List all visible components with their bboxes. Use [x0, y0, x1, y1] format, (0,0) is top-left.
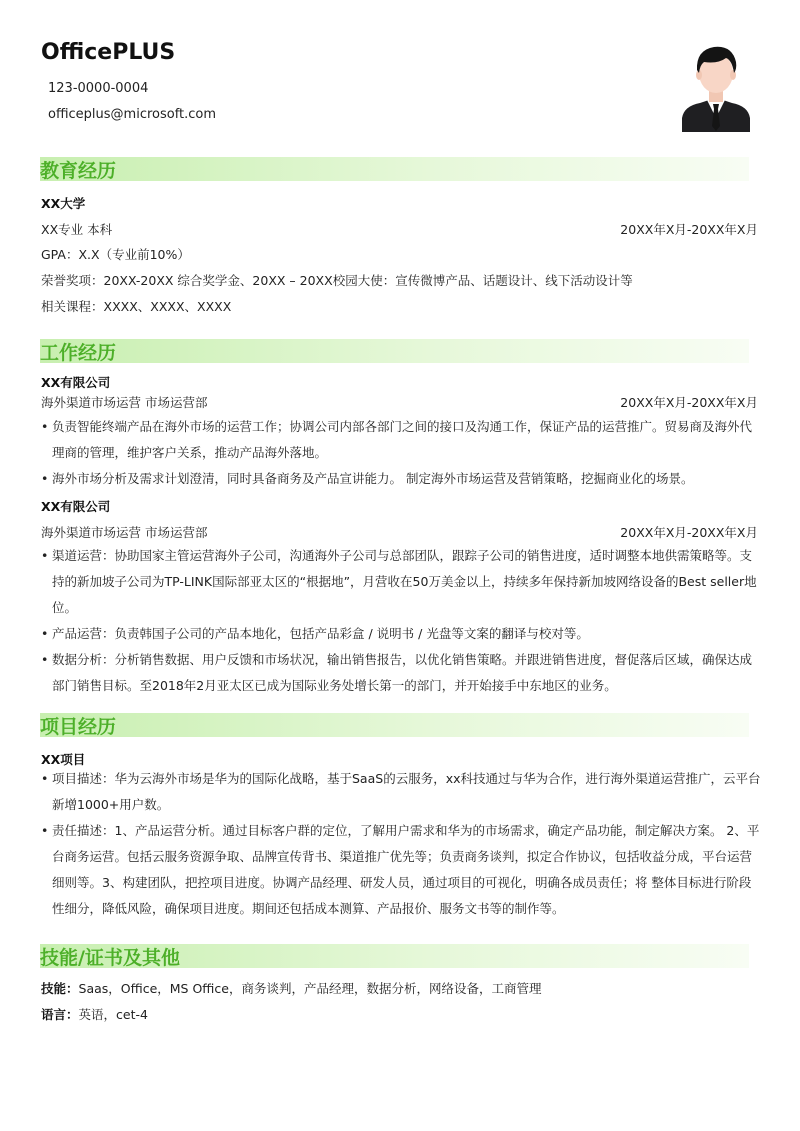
job-1-company: XX有限公司	[41, 375, 111, 390]
job-1-role: 海外渠道市场运营 市场运营部	[41, 395, 208, 410]
skills-row	[41, 979, 541, 997]
bullet-dot: •	[41, 823, 49, 838]
work-title: 工作经历	[40, 342, 117, 364]
education-date: 20XX年X月-20XX年X月	[620, 222, 758, 237]
major-degree: XX专业 本科	[41, 222, 113, 237]
education-section-header	[40, 157, 749, 181]
language-value: 英语，cet-4	[78, 1007, 148, 1022]
skills-section-header	[40, 944, 749, 968]
courses: 相关课程：XXXX、XXXX、XXXX	[41, 299, 232, 314]
bullet-dot: •	[41, 626, 49, 641]
bullet-dot: •	[41, 771, 49, 786]
job-1-date: 20XX年X月-20XX年X月	[620, 395, 758, 410]
project-title: 项目经历	[40, 716, 117, 738]
job-2-company: XX有限公司	[41, 499, 111, 514]
email-address: officeplus@microsoft.com	[48, 107, 217, 122]
job-1-bullet-1: • 负责智能终端产品在海外市场的运营工作；协调公司内部各部门之间的接口及沟通工作，保证产品的运营推广。贸易商及海外代理商的管理，维护客户关系，推动产品海外落地。	[41, 414, 761, 466]
bullet-dot: •	[41, 471, 49, 486]
school-name: XX大学	[41, 196, 86, 211]
candidate-name: OfficePLUS	[41, 40, 176, 65]
language-label: 语言：	[41, 1007, 79, 1022]
project-bullet-2: • 责任描述：1、产品运营分析。通过目标客户群的定位，了解用户需求和华为的市场需求，确定产品功能，制定解决方案。 2、平台商务运营。包括云服务资源争取、品牌宣传背书、渠道推广优先等；负责商务谈判，拟定合作协议，包括收益分成，平台运营细则等。3、构建团队，把控项目进度。协调产品经理、研发人员，通过项目的可视化，明确各成员责任；将 整体目标进行阶段性细分，降低风险，确保项目进度。期间还包括成本测算、产品报价、服务文书等的制作等。	[41, 818, 761, 922]
male-avatar-icon	[682, 40, 750, 132]
project-section-header	[40, 713, 749, 737]
gpa: GPA：X.X（专业前10%）	[41, 247, 190, 262]
job-1-bullet-2: • 海外市场分析及需求计划澄清，同时具备商务及产品宣讲能力。 制定海外市场运营及营销策略，挖掘商业化的场景。	[41, 466, 761, 492]
job-2-role: 海外渠道市场运营 市场运营部	[41, 525, 208, 540]
project-bullet-1: • 项目描述：华为云海外市场是华为的国际化战略，基于SaaS的云服务，xx科技通过与华为合作，进行海外渠道运营推广，云平台新增1000+用户数。	[41, 766, 761, 818]
honors: 荣誉奖项：20XX-20XX 综合奖学金、20XX – 20XX校园大使：宣传微博产品、话题设计、线下活动设计等	[41, 273, 633, 288]
phone-number: 123-0000-0004	[48, 81, 149, 96]
job-2-bullet-2: • 产品运营：负责韩国子公司的产品本地化，包括产品彩盒 / 说明书 / 光盘等文案的翻译与校对等。	[41, 621, 761, 647]
work-section-header	[40, 339, 749, 363]
skills-value: Saas，Office，MS Office，商务谈判，产品经理，数据分析，网络设备，工商管理	[78, 981, 542, 996]
skills-title: 技能/证书及其他	[40, 947, 180, 969]
job-2-date: 20XX年X月-20XX年X月	[620, 525, 758, 540]
skills-label: 技能：	[41, 981, 79, 996]
bullet-dot: •	[41, 548, 49, 563]
education-title: 教育经历	[40, 160, 117, 182]
language-row	[41, 1005, 148, 1023]
bullet-dot: •	[41, 419, 49, 434]
project-name: XX项目	[41, 752, 86, 767]
job-2-bullet-1: • 渠道运营：协助国家主管运营海外子公司，沟通海外子公司与总部团队，跟踪子公司的销售进度，适时调整本地供需策略等。支持的新加坡子公司为TP-LINK国际部亚太区的“根据地”，月营收在50万美金以上，持续多年保持新加坡网络设备的Best seller地位。	[41, 543, 761, 621]
job-2-bullet-3: • 数据分析：分析销售数据、用户反馈和市场状况，输出销售报告，以优化销售策略。并跟进销售进度，督促落后区域，确保达成部门销售目标。至2018年2月亚太区已成为国际业务处增长第一的部门，并开始接手中东地区的业务。	[41, 647, 761, 699]
bullet-dot: •	[41, 652, 49, 667]
